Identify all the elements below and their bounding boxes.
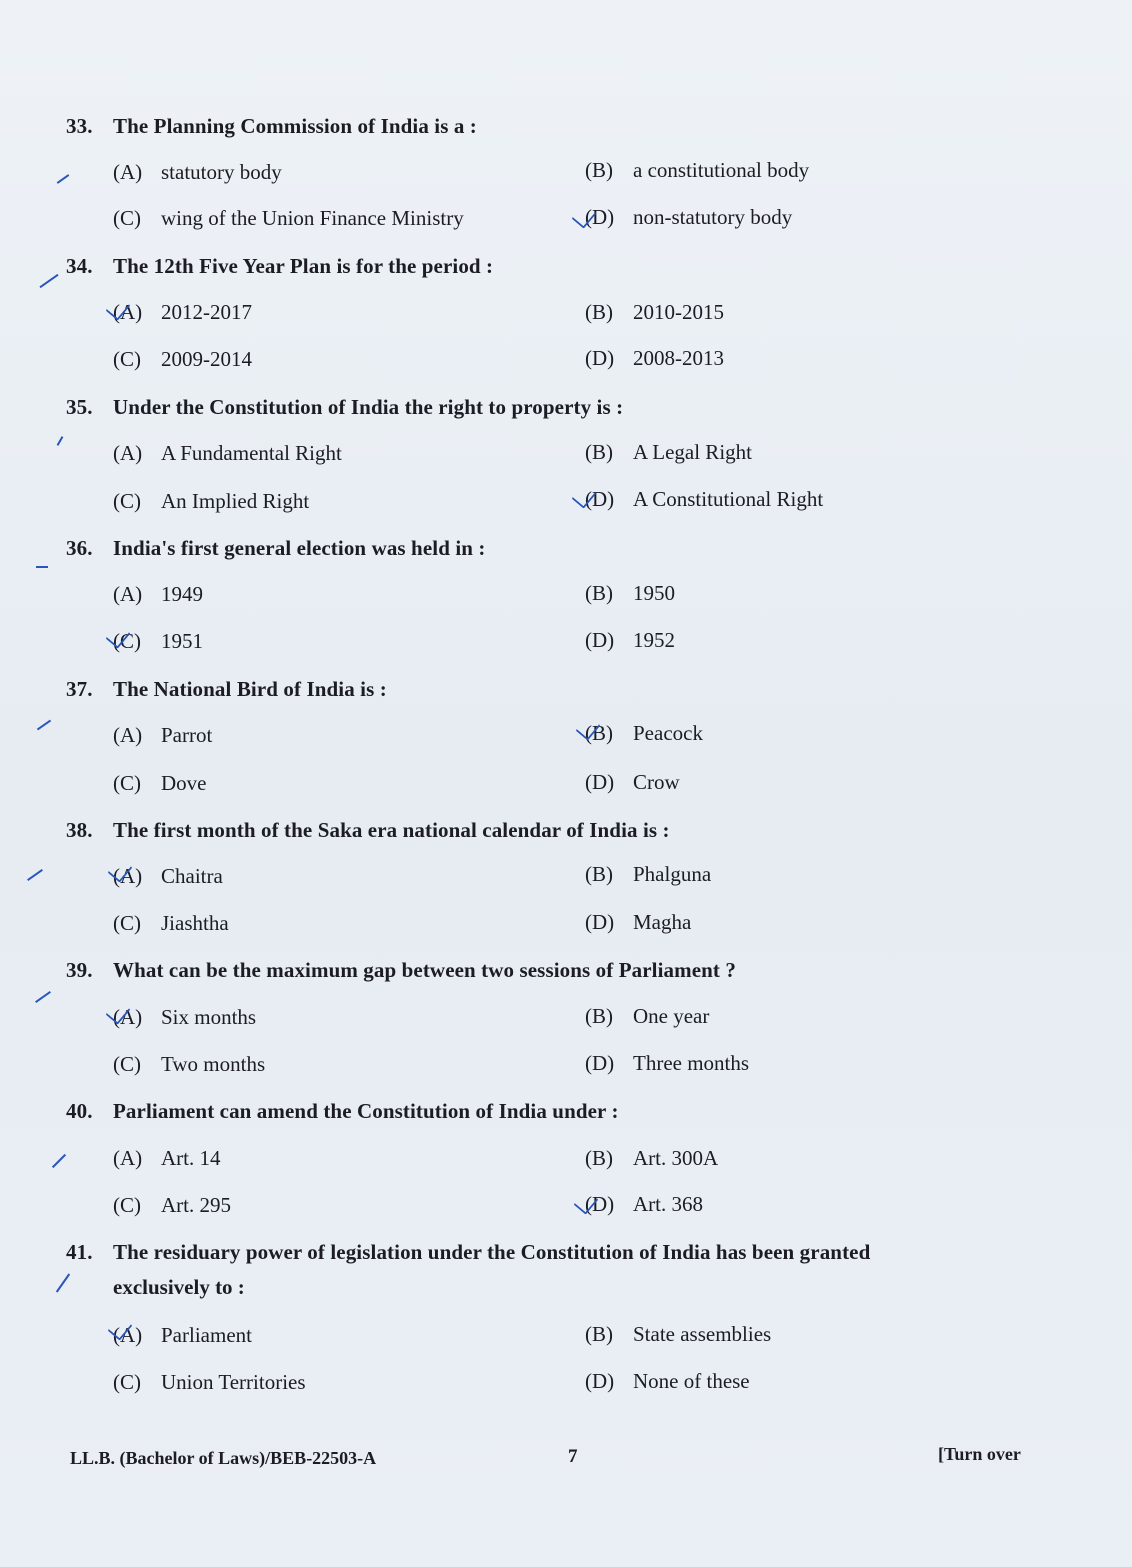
q40-option-b: (B) Art. 300A (585, 1146, 719, 1170)
q35-option-d: (D) A Constitutional Right (585, 487, 824, 511)
q40-option-a: (A) Art. 14 (113, 1146, 221, 1170)
question-33 (66, 114, 1056, 139)
question-33-text: 33. The Planning Commission of India is a : (66, 114, 477, 138)
q39-option-b: (B) One year (585, 1004, 710, 1028)
question-38-text: 38. The first month of the Saka era national calendar of India is : (66, 818, 670, 842)
question-36 (66, 536, 1056, 561)
footer-course-code: LL.B. (Bachelor of Laws)/BEB-22503-A (70, 1448, 377, 1468)
q41-option-c: (C) Union Territories (113, 1370, 306, 1394)
question-40 (66, 1099, 1056, 1124)
q39-option-d: (D) Three months (585, 1051, 750, 1075)
page-number: 7 (568, 1446, 578, 1467)
question-35 (66, 395, 1056, 420)
question-40-text: 40. Parliament can amend the Constitution of India under : (66, 1099, 619, 1123)
question-41-text: 41. The residuary power of legislation under the Constitution of India has been granted (66, 1240, 871, 1264)
q36-option-b: (B) 1950 (585, 581, 675, 605)
margin-tick-37 (37, 720, 51, 731)
q38-option-b: (B) Phalguna (585, 862, 712, 886)
q37-option-a: (A) Parrot (113, 723, 213, 747)
q40-option-c: (C) Art. 295 (113, 1193, 231, 1217)
q41-option-b: (B) State assemblies (585, 1322, 772, 1346)
q39-option-c: (C) Two months (113, 1052, 266, 1076)
q38-option-c: (C) Jiashtha (113, 911, 229, 935)
q37-option-b: (B) Peacock (585, 721, 703, 745)
q39-option-a: (A) Six months (113, 1005, 257, 1029)
question-37 (66, 677, 1056, 702)
margin-tick-33 (57, 174, 70, 184)
q40-option-d: (D) Art. 368 (585, 1192, 703, 1216)
margin-tick-38 (27, 869, 43, 881)
q33-option-c: (C) wing of the Union Finance Ministry (113, 206, 464, 230)
q36-option-d: (D) 1952 (585, 628, 675, 652)
q36-option-c: (C) 1951 (113, 629, 203, 653)
q41-option-a: (A) Parliament (113, 1323, 252, 1347)
q37-option-d: (D) Crow (585, 770, 680, 794)
q41-option-d: (D) None of these (585, 1369, 750, 1393)
q36-option-a: (A) 1949 (113, 582, 203, 606)
q34-option-c: (C) 2009-2014 (113, 347, 252, 371)
question-37-text: 37. The National Bird of India is : (66, 677, 387, 701)
question-39 (66, 958, 1056, 983)
margin-tick-35 (57, 436, 64, 446)
q33-option-b: (B) a constitutional body (585, 158, 810, 182)
q37-option-c: (C) Dove (113, 771, 207, 795)
margin-tick-40 (52, 1154, 66, 1168)
question-36-text: 36. India's first general election was held in : (66, 536, 486, 560)
q35-option-c: (C) An Implied Right (113, 489, 310, 513)
q35-option-a: (A) A Fundamental Right (113, 441, 342, 465)
question-39-text: 39. What can be the maximum gap between two sessions of Parliament ? (66, 958, 736, 982)
q35-option-b: (B) A Legal Right (585, 440, 752, 464)
question-34-text: 34. The 12th Five Year Plan is for the period : (66, 254, 494, 278)
margin-tick-36 (36, 566, 48, 568)
question-35-text: 35. Under the Constitution of India the right to property is : (66, 395, 624, 419)
turn-over-note: [Turn over (938, 1444, 1021, 1464)
question-41-text-continued: exclusively to : (113, 1275, 245, 1299)
margin-tick-39 (35, 991, 51, 1003)
margin-tick-34 (39, 274, 58, 288)
question-34 (66, 254, 1056, 279)
question-41 (66, 1240, 1056, 1300)
q33-option-a: (A) statutory body (113, 160, 282, 184)
q38-option-d: (D) Magha (585, 910, 692, 934)
q38-option-a: (A) Chaitra (113, 864, 223, 888)
q34-option-a: (A) 2012-2017 (113, 300, 252, 324)
question-38 (66, 818, 1056, 843)
q34-option-d: (D) 2008-2013 (585, 346, 724, 370)
q34-option-b: (B) 2010-2015 (585, 300, 724, 324)
q33-option-d: (D) non-statutory body (585, 205, 793, 229)
